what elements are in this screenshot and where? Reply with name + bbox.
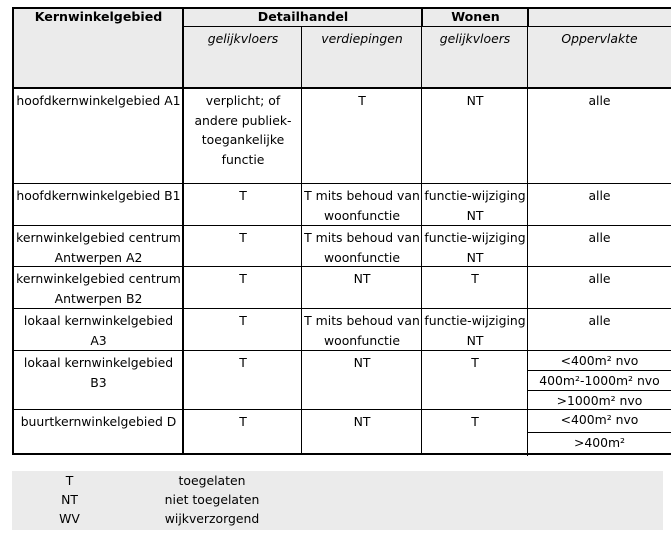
row-wonen: T (421, 350, 528, 410)
row-gelijkvloers: T (182, 308, 302, 351)
row-wonen: NT (421, 87, 528, 184)
legend-code: NT (61, 492, 78, 507)
row-wonen: T (421, 266, 528, 309)
legend-code: WV (59, 511, 80, 526)
row-gelijkvloers: T (182, 183, 302, 226)
row-verdiepingen: NT (301, 350, 422, 410)
row-gelijkvloers: verplicht; of andere publiek- toegankelijke functie (182, 87, 302, 184)
header-spacer (527, 7, 671, 26)
row-verdiepingen: NT (301, 266, 422, 309)
header-wonen: Wonen (421, 7, 528, 26)
row-area: lokaal kernwinkelgebied B3 (12, 350, 183, 410)
row-oppervlakte: alle (527, 183, 671, 226)
row-area: kernwinkelgebied centrum Antwerpen B2 (12, 266, 183, 309)
table-bottom-border (12, 453, 671, 455)
row-oppervlakte: alle (527, 266, 671, 309)
legend-meaning: wijkverzorgend (164, 511, 260, 526)
row-wonen: functie-wijziging NT (421, 308, 528, 351)
subheader-wonen-gelijkvloers: gelijkvloers (421, 26, 528, 87)
row-gelijkvloers: T (182, 225, 302, 267)
row-wonen: T (421, 409, 528, 454)
legend-meaning: toegelaten (178, 473, 246, 488)
legend (12, 471, 663, 530)
header-detailhandel: Detailhandel (182, 7, 422, 26)
subheader-gelijkvloers: gelijkvloers (182, 26, 302, 87)
legend-row (12, 490, 663, 509)
row-verdiepingen: T mits behoud van woonfunctie (301, 183, 422, 226)
header-area: Kernwinkelgebied (12, 7, 183, 87)
row-wonen: functie-wijziging NT (421, 183, 528, 226)
row-oppervlakte: alle (527, 308, 671, 351)
row-oppervlakte: 400m²-1000m² nvo (527, 370, 671, 391)
row-oppervlakte: alle (527, 87, 671, 184)
row-oppervlakte: alle (527, 225, 671, 267)
legend-row (12, 509, 663, 528)
row-verdiepingen: NT (301, 409, 422, 454)
legend-code: T (65, 473, 74, 488)
row-wonen: functie-wijziging NT (421, 225, 528, 267)
subheader-oppervlakte: Oppervlakte (527, 26, 671, 87)
row-verdiepingen: T (301, 87, 422, 184)
row-verdiepingen: T mits behoud van woonfunctie (301, 225, 422, 267)
row-oppervlakte: <400m² nvo (527, 409, 671, 433)
legend-row (12, 471, 663, 490)
row-area: buurtkernwinkelgebied D (12, 409, 183, 454)
row-gelijkvloers: T (182, 409, 302, 454)
row-area: lokaal kernwinkelgebied A3 (12, 308, 183, 351)
row-oppervlakte: <400m² nvo (527, 350, 671, 371)
row-gelijkvloers: T (182, 350, 302, 410)
row-verdiepingen: T mits behoud van woonfunctie (301, 308, 422, 351)
row-area: hoofdkernwinkelgebied B1 (12, 183, 183, 226)
row-gelijkvloers: T (182, 266, 302, 309)
row-oppervlakte: >400m² (527, 432, 671, 456)
row-area: hoofdkernwinkelgebied A1 (12, 87, 183, 184)
row-oppervlakte: >1000m² nvo (527, 390, 671, 411)
legend-meaning: niet toegelaten (164, 492, 260, 507)
row-area: kernwinkelgebied centrum Antwerpen A2 (12, 225, 183, 267)
subheader-verdiepingen: verdiepingen (301, 26, 422, 87)
